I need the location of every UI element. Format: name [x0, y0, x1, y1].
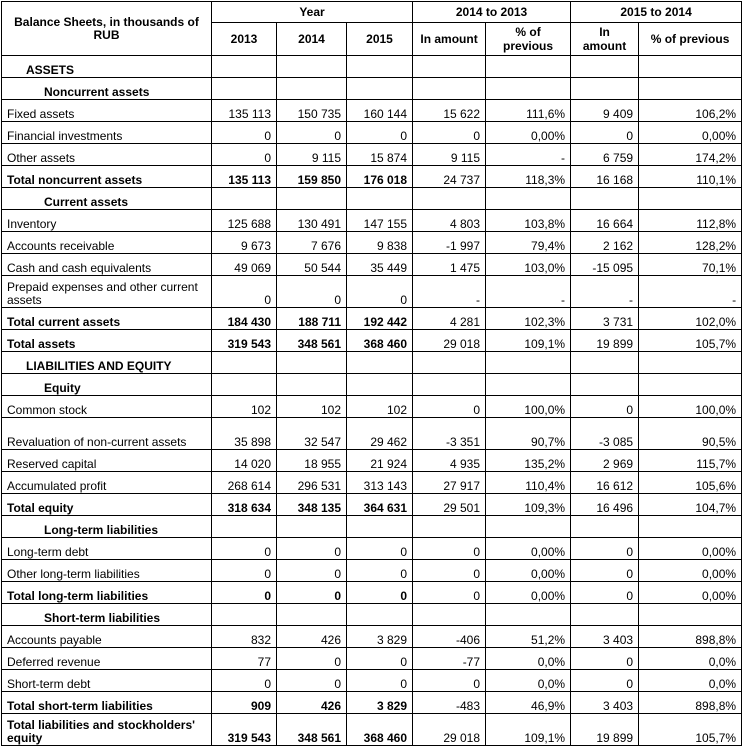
cell-d2: 19 899: [571, 714, 639, 746]
cell-d1: 0: [413, 670, 486, 692]
cell-v2015: 0: [347, 582, 413, 604]
section-row: [2, 352, 742, 374]
cell-v2014: 0: [277, 648, 347, 670]
row-label: Reserved capital: [2, 450, 212, 472]
cell-p2: 0,00%: [639, 538, 742, 560]
cell-v2014: 50 544: [277, 254, 347, 276]
cell-p2: 110,1%: [639, 166, 742, 188]
cell-p1: 110,4%: [486, 472, 571, 494]
cell-d1: -1 997: [413, 232, 486, 254]
cell-v2015: 0: [347, 648, 413, 670]
row-label: Accounts receivable: [2, 232, 212, 254]
cell-d2: 0: [571, 582, 639, 604]
cell-p2: 0,00%: [639, 582, 742, 604]
cell-p2: 104,7%: [639, 494, 742, 516]
table-row: [2, 122, 742, 144]
col-header-in-amount-2: In amount: [571, 23, 639, 56]
cell-v2013: 9 673: [212, 232, 277, 254]
row-label: Financial investments: [2, 122, 212, 144]
cell-v2014: 0: [277, 670, 347, 692]
balance-sheet-table: [1, 1, 742, 746]
cell-v2015: 0: [347, 122, 413, 144]
cell-d1: -483: [413, 692, 486, 714]
cell-p1: -: [486, 276, 571, 308]
cell-d2: -: [571, 276, 639, 308]
cell-v2013: 77: [212, 648, 277, 670]
cell-d2: 0: [571, 670, 639, 692]
cell-d1: 0: [413, 582, 486, 604]
cell-d1: 29 501: [413, 494, 486, 516]
cell-d2: -3 085: [571, 418, 639, 450]
cell-v2014: 130 491: [277, 210, 347, 232]
cell-v2014: 348 135: [277, 494, 347, 516]
cell-v2013: 0: [212, 122, 277, 144]
cell-d1: 4 935: [413, 450, 486, 472]
cell-p1: 0,0%: [486, 670, 571, 692]
cell-v2015: 3 829: [347, 626, 413, 648]
cell-v2014: 9 115: [277, 144, 347, 166]
table-row: [2, 100, 742, 122]
cell-d1: 4 281: [413, 308, 486, 330]
cell-p1: 103,8%: [486, 210, 571, 232]
row-label: Other assets: [2, 144, 212, 166]
cell-d1: 4 803: [413, 210, 486, 232]
cell-v2013: 135 113: [212, 100, 277, 122]
row-label: Total equity: [2, 494, 212, 516]
section-title-current: Current assets: [2, 188, 212, 210]
table-row: [2, 582, 742, 604]
cell-p2: 898,8%: [639, 626, 742, 648]
row-label: Revaluation of non-current assets: [2, 418, 212, 450]
cell-v2014: 7 676: [277, 232, 347, 254]
table-row: [2, 330, 742, 352]
cell-d2: 3 403: [571, 692, 639, 714]
cell-p2: 102,0%: [639, 308, 742, 330]
table-row: [2, 144, 742, 166]
cell-d1: -: [413, 276, 486, 308]
cell-p1: 109,1%: [486, 330, 571, 352]
section-title-equity: Equity: [2, 374, 212, 396]
row-label: Total current assets: [2, 308, 212, 330]
cell-p1: 109,1%: [486, 714, 571, 746]
cell-p2: 0,00%: [639, 122, 742, 144]
section-row: [2, 604, 742, 626]
section-title-long-term: Long-term liabilities: [2, 516, 212, 538]
cell-p1: 46,9%: [486, 692, 571, 714]
cell-d1: 0: [413, 538, 486, 560]
cell-d1: 29 018: [413, 714, 486, 746]
cell-d1: 9 115: [413, 144, 486, 166]
cell-v2014: 0: [277, 122, 347, 144]
cell-d2: 0: [571, 396, 639, 418]
cell-v2013: 102: [212, 396, 277, 418]
cell-v2014: 0: [277, 538, 347, 560]
cell-v2015: 35 449: [347, 254, 413, 276]
cell-v2014: 159 850: [277, 166, 347, 188]
section-title-noncurrent: Noncurrent assets: [2, 78, 212, 100]
row-label: Deferred revenue: [2, 648, 212, 670]
cell-v2013: 0: [212, 560, 277, 582]
cell-p1: -: [486, 144, 571, 166]
cell-p2: 105,7%: [639, 330, 742, 352]
col-header-2013: 2013: [212, 23, 277, 56]
cell-v2015: 102: [347, 396, 413, 418]
cell-v2015: 21 924: [347, 450, 413, 472]
cell-p2: -: [639, 276, 742, 308]
cell-v2014: 188 711: [277, 308, 347, 330]
cell-d2: 16 496: [571, 494, 639, 516]
cell-v2013: 832: [212, 626, 277, 648]
year-group-header: Year: [212, 2, 413, 23]
row-label: Short-term debt: [2, 670, 212, 692]
row-label: Fixed assets: [2, 100, 212, 122]
table-row: [2, 670, 742, 692]
cell-v2015: 160 144: [347, 100, 413, 122]
section-title-assets: ASSETS: [2, 56, 212, 78]
section-row: [2, 516, 742, 538]
table-row: [2, 396, 742, 418]
cell-v2015: 364 631: [347, 494, 413, 516]
cell-v2013: 319 543: [212, 714, 277, 746]
cell-p2: 898,8%: [639, 692, 742, 714]
cell-d2: 16 168: [571, 166, 639, 188]
cell-v2015: 368 460: [347, 330, 413, 352]
section-title-short-term: Short-term liabilities: [2, 604, 212, 626]
table-row: [2, 308, 742, 330]
row-label: Total noncurrent assets: [2, 166, 212, 188]
cell-p1: 118,3%: [486, 166, 571, 188]
table-row: [2, 254, 742, 276]
cell-d1: -406: [413, 626, 486, 648]
table-row: [2, 450, 742, 472]
cell-v2013: 14 020: [212, 450, 277, 472]
cell-d1: 1 475: [413, 254, 486, 276]
cell-d1: 0: [413, 396, 486, 418]
cell-v2015: 15 874: [347, 144, 413, 166]
cell-d2: -15 095: [571, 254, 639, 276]
row-label: Total liabilities and stockholders' equity: [2, 714, 212, 746]
section-title-liabilities-equity: LIABILITIES AND EQUITY: [2, 352, 212, 374]
cell-d2: 16 612: [571, 472, 639, 494]
row-label: Total short-term liabilities: [2, 692, 212, 714]
cell-p1: 0,00%: [486, 122, 571, 144]
cell-v2014: 0: [277, 582, 347, 604]
cell-d2: 3 403: [571, 626, 639, 648]
cell-p1: 102,3%: [486, 308, 571, 330]
cell-p1: 0,00%: [486, 560, 571, 582]
table-row: [2, 692, 742, 714]
row-label: Accumulated profit: [2, 472, 212, 494]
cell-v2013: 318 634: [212, 494, 277, 516]
cell-d2: 6 759: [571, 144, 639, 166]
cell-p1: 90,7%: [486, 418, 571, 450]
col-header-pct-prev-1: % of previous: [486, 23, 571, 56]
table-row: [2, 166, 742, 188]
cell-v2013: 0: [212, 276, 277, 308]
cell-v2015: 176 018: [347, 166, 413, 188]
cell-d1: 27 917: [413, 472, 486, 494]
cell-d2: 0: [571, 122, 639, 144]
table-row: [2, 648, 742, 670]
cell-v2013: 0: [212, 144, 277, 166]
cell-p1: 51,2%: [486, 626, 571, 648]
col-header-pct-prev-2: % of previous: [639, 23, 742, 56]
cell-p2: 0,00%: [639, 560, 742, 582]
cell-p2: 128,2%: [639, 232, 742, 254]
cell-v2015: 3 829: [347, 692, 413, 714]
cell-p1: 100,0%: [486, 396, 571, 418]
diff2-group-header: 2015 to 2014: [571, 2, 742, 23]
cell-v2015: 0: [347, 560, 413, 582]
table-row: [2, 560, 742, 582]
row-label: Accounts payable: [2, 626, 212, 648]
cell-v2013: 909: [212, 692, 277, 714]
table-row: [2, 714, 742, 746]
cell-p1: 0,0%: [486, 648, 571, 670]
cell-v2015: 0: [347, 276, 413, 308]
cell-d1: 15 622: [413, 100, 486, 122]
cell-p2: 0,0%: [639, 670, 742, 692]
cell-p2: 115,7%: [639, 450, 742, 472]
cell-d2: 2 969: [571, 450, 639, 472]
cell-v2013: 184 430: [212, 308, 277, 330]
cell-d2: 3 731: [571, 308, 639, 330]
diff1-group-header: 2014 to 2013: [413, 2, 571, 23]
cell-d2: 16 664: [571, 210, 639, 232]
cell-v2015: 147 155: [347, 210, 413, 232]
section-row: [2, 56, 742, 78]
cell-p2: 90,5%: [639, 418, 742, 450]
cell-p2: 70,1%: [639, 254, 742, 276]
cell-v2015: 29 462: [347, 418, 413, 450]
cell-v2014: 32 547: [277, 418, 347, 450]
cell-v2014: 18 955: [277, 450, 347, 472]
table-row: [2, 626, 742, 648]
cell-v2014: 348 561: [277, 330, 347, 352]
cell-p1: 0,00%: [486, 538, 571, 560]
cell-p1: 111,6%: [486, 100, 571, 122]
cell-v2015: 9 838: [347, 232, 413, 254]
cell-v2015: 0: [347, 670, 413, 692]
cell-v2015: 192 442: [347, 308, 413, 330]
cell-p2: 112,8%: [639, 210, 742, 232]
cell-d2: 0: [571, 538, 639, 560]
row-label: Prepaid expenses and other current assets: [2, 276, 212, 308]
cell-v2013: 319 543: [212, 330, 277, 352]
cell-d2: 9 409: [571, 100, 639, 122]
cell-p2: 105,7%: [639, 714, 742, 746]
cell-p1: 103,0%: [486, 254, 571, 276]
section-row: [2, 78, 742, 100]
cell-d1: 0: [413, 122, 486, 144]
row-label: Cash and cash equivalents: [2, 254, 212, 276]
row-label: Long-term debt: [2, 538, 212, 560]
cell-p2: 106,2%: [639, 100, 742, 122]
cell-p1: 79,4%: [486, 232, 571, 254]
cell-v2014: 296 531: [277, 472, 347, 494]
row-label: Other long-term liabilities: [2, 560, 212, 582]
cell-v2014: 426: [277, 692, 347, 714]
cell-v2013: 49 069: [212, 254, 277, 276]
table-row: [2, 538, 742, 560]
table-row: [2, 232, 742, 254]
cell-d1: 29 018: [413, 330, 486, 352]
cell-p2: 105,6%: [639, 472, 742, 494]
cell-v2015: 0: [347, 538, 413, 560]
cell-p1: 109,3%: [486, 494, 571, 516]
cell-v2014: 150 735: [277, 100, 347, 122]
cell-d1: -3 351: [413, 418, 486, 450]
cell-v2013: 0: [212, 582, 277, 604]
cell-d2: 0: [571, 560, 639, 582]
cell-v2014: 0: [277, 276, 347, 308]
cell-p1: 135,2%: [486, 450, 571, 472]
cell-v2014: 0: [277, 560, 347, 582]
cell-d1: 0: [413, 560, 486, 582]
col-header-2015: 2015: [347, 23, 413, 56]
header-row-group: [2, 2, 742, 23]
cell-v2014: 426: [277, 626, 347, 648]
row-label: Inventory: [2, 210, 212, 232]
cell-v2014: 102: [277, 396, 347, 418]
cell-d1: 24 737: [413, 166, 486, 188]
col-header-in-amount-1: In amount: [413, 23, 486, 56]
row-label: Total long-term liabilities: [2, 582, 212, 604]
cell-v2013: 268 614: [212, 472, 277, 494]
cell-v2013: 35 898: [212, 418, 277, 450]
cell-p1: 0,00%: [486, 582, 571, 604]
row-label: Total assets: [2, 330, 212, 352]
cell-d2: 19 899: [571, 330, 639, 352]
cell-v2013: 0: [212, 670, 277, 692]
cell-v2013: 125 688: [212, 210, 277, 232]
cell-v2013: 135 113: [212, 166, 277, 188]
cell-p2: 0,0%: [639, 648, 742, 670]
col-header-2014: 2014: [277, 23, 347, 56]
section-row: [2, 188, 742, 210]
section-row: [2, 374, 742, 396]
cell-d2: 2 162: [571, 232, 639, 254]
cell-d1: -77: [413, 648, 486, 670]
table-row: [2, 276, 742, 308]
cell-v2013: 0: [212, 538, 277, 560]
table-row: [2, 494, 742, 516]
cell-p2: 174,2%: [639, 144, 742, 166]
cell-d2: 0: [571, 648, 639, 670]
cell-p2: 100,0%: [639, 396, 742, 418]
table-row: [2, 418, 742, 450]
corner-header: Balance Sheets, in thousands of RUB: [2, 2, 212, 56]
table-row: [2, 210, 742, 232]
row-label: Common stock: [2, 396, 212, 418]
table-row: [2, 472, 742, 494]
cell-v2014: 348 561: [277, 714, 347, 746]
cell-v2015: 313 143: [347, 472, 413, 494]
cell-v2015: 368 460: [347, 714, 413, 746]
